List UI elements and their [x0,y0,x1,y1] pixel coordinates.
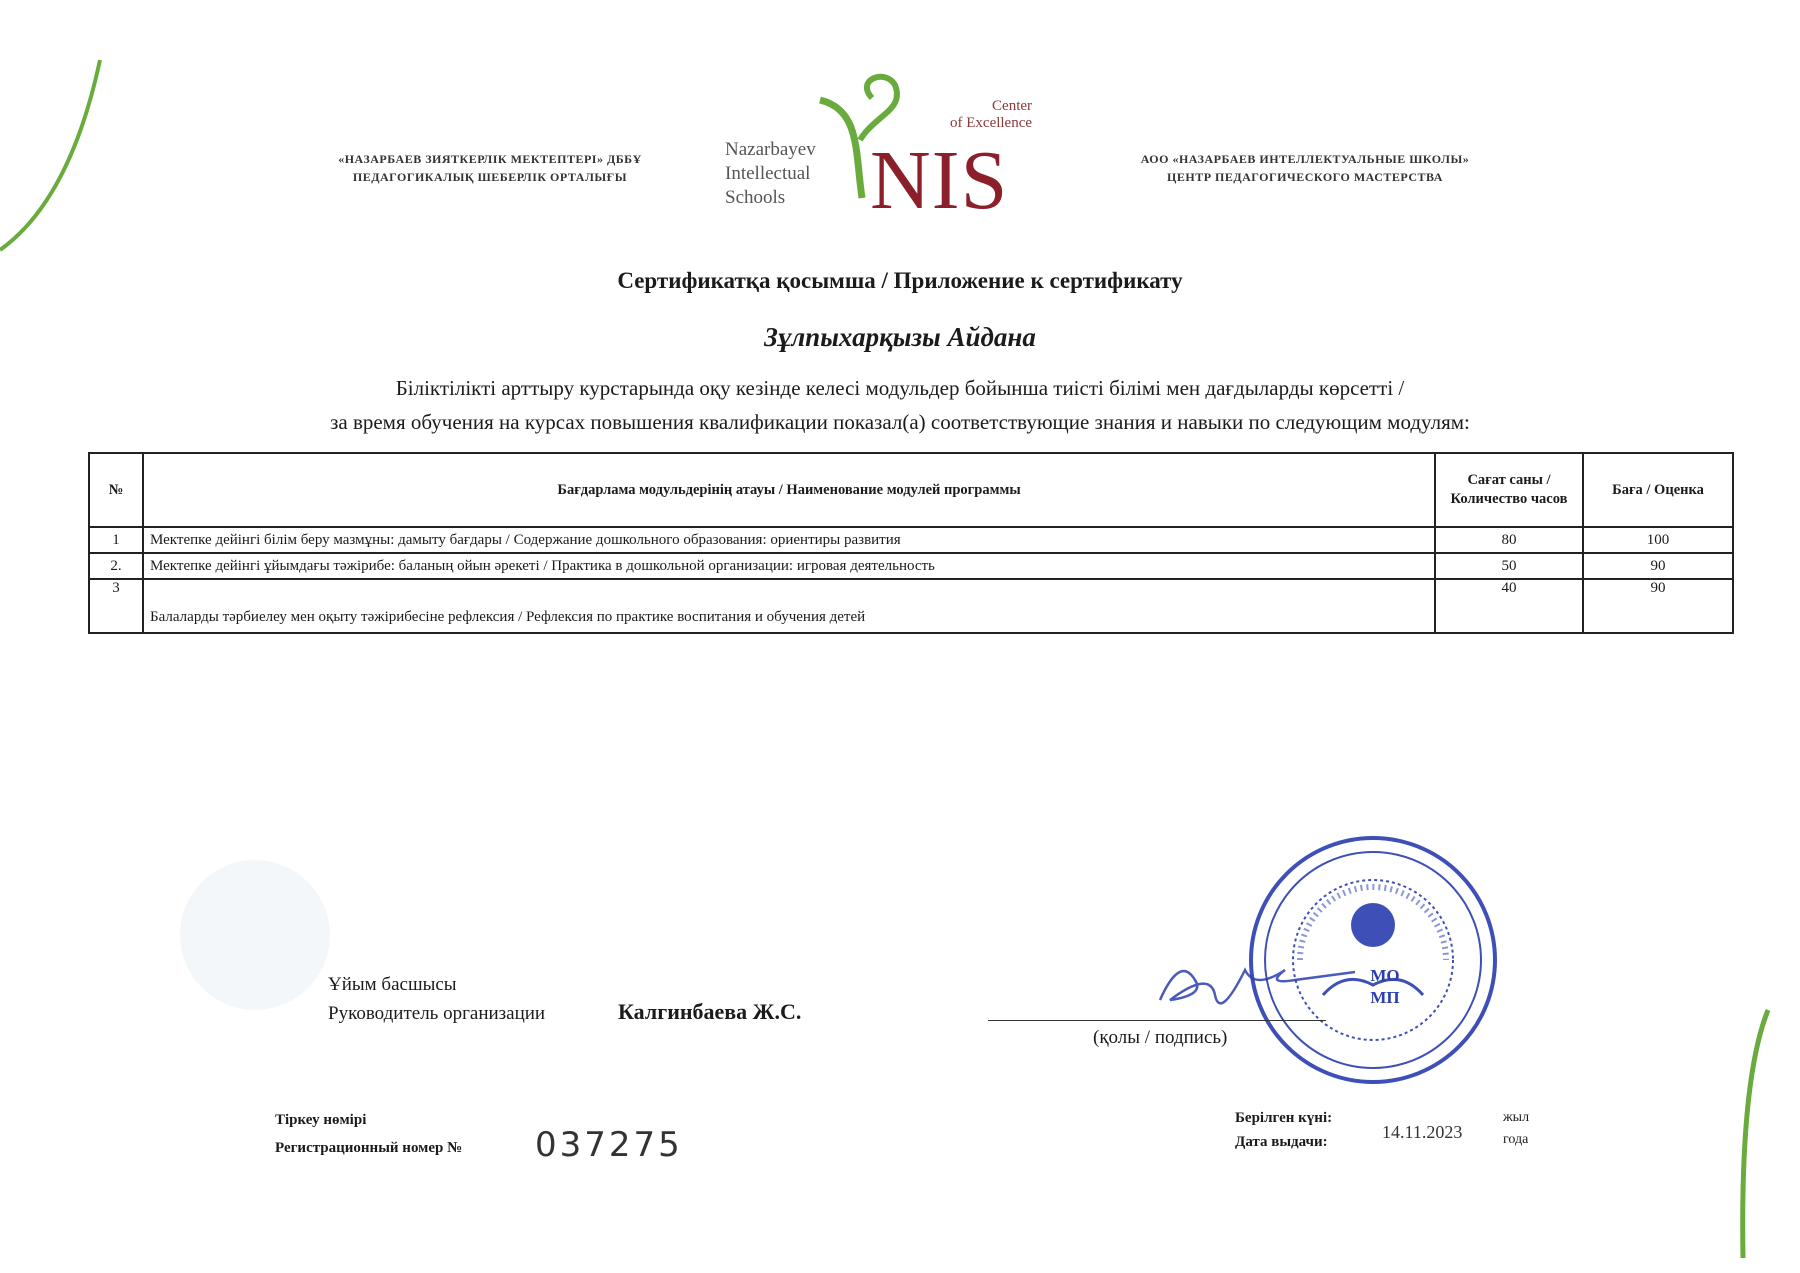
logo-wordmark [725,138,816,210]
logo-line2: Intellectual [725,163,811,184]
signatory-name: Калгинбаева Ж.С. [618,999,802,1024]
issue-label-ru: Дата выдачи: [1235,1134,1328,1150]
signature-caption: (қолы / подпись) [1093,1027,1228,1048]
header-right-org [1075,150,1535,186]
document-title: Сертификатқа қосымша / Приложение к сертификату [617,268,1183,293]
row-hours: 40 [1435,579,1583,633]
issue-date: 14.11.2023 [1382,1122,1463,1142]
stamp-mark [1355,965,1415,1009]
row-module: Мектепке дейінгі білім беру мазмұны: дамыту бағдары / Содержание дошкольного образования: ориентиры развития [143,527,1435,553]
table-row [89,553,1733,579]
stamp-mark-kz: МО [1370,966,1400,985]
header-left-org [270,150,710,186]
row-num: 1 [89,527,143,553]
signatory-label-kz: Ұйым басшысы [328,974,457,995]
modules-table [88,452,1734,634]
table-row [89,579,1733,633]
stamp-mark-ru: МП [1370,988,1400,1007]
row-grade: 90 [1583,553,1733,579]
logo-line1: Nazarbayev [725,139,816,160]
top-left-green-arc [0,60,100,250]
header-left-line2: ПЕДАГОГИКАЛЫҚ ШЕБЕРЛІК ОРТАЛЫҒЫ [352,170,628,184]
official-stamp [1251,838,1495,1082]
header-left-line1: «НАЗАРБАЕВ ЗИЯТКЕРЛІК МЕКТЕПТЕРІ» ДББҰ [338,152,642,166]
row-num: 2. [89,553,143,579]
logo-center2: of Excellence [950,115,1033,131]
intro-text-ru: за время обучения на курсах повышения квалификации показал(а) соответствующие знания и навыки по следующим модулям: [330,410,1470,434]
header-right-line2: ЦЕНТР ПЕДАГОГИЧЕСКОГО МАСТЕРСТВА [1167,170,1443,184]
registration-label-ru: Регистрационный номер № [275,1140,463,1156]
logo-center1: Center [992,98,1033,114]
signature-scribble [1160,970,1355,1003]
row-grade: 90 [1583,579,1733,633]
col-header-hours: Сағат саны / Количество часов [1435,453,1583,527]
row-hours: 80 [1435,527,1583,553]
row-module: Балаларды тәрбиелеу мен оқыту тәжірибесіне рефлексия / Рефлексия по практике воспитания и обучения детей [143,579,1435,633]
row-hours: 50 [1435,553,1583,579]
table-row [89,527,1733,553]
row-module: Мектепке дейінгі ұйымдағы тәжірибе: баланың ойын әрекеті / Практика в дошкольной организации: игровая деятельность [143,553,1435,579]
col-header-grade: Баға / Оценка [1583,453,1733,527]
intro-text-kz: Біліктілікті арттыру курстарында оқу кезінде келесі модульдер бойынша тиісті білімі мен дағдыларды көрсетті / [395,376,1405,400]
table-header-row [89,453,1733,527]
col-header-num: № [89,453,143,527]
header-right-line1: АОО «НАЗАРБАЕВ ИНТЕЛЛЕКТУАЛЬНЫЕ ШКОЛЫ» [1140,152,1470,166]
issue-label-kz: Берілген күні: [1235,1110,1333,1126]
year-label-ru: года [1503,1132,1529,1147]
logo-center-text [950,98,1032,132]
signatory-label-ru: Руководитель организации [328,1003,546,1024]
row-num: 3 [89,579,143,633]
registration-number: 037275 [535,1125,683,1165]
col-header-module: Бағдарлама модульдерінің атауы / Наименование модулей программы [143,453,1435,527]
logo-nis-brand: NIS [870,134,1009,227]
bottom-right-green-arc [1743,1010,1768,1258]
recipient-name: Зұлпыхарқызы Айдана [764,322,1036,352]
signature-line [988,1020,1326,1021]
faded-watermark-circle [180,860,330,1010]
registration-label-kz: Тіркеу нөмірі [275,1112,367,1128]
logo-line3: Schools [725,187,786,208]
row-grade: 100 [1583,527,1733,553]
year-label-kz: жыл [1503,1110,1530,1125]
nis-logo [725,70,1055,227]
